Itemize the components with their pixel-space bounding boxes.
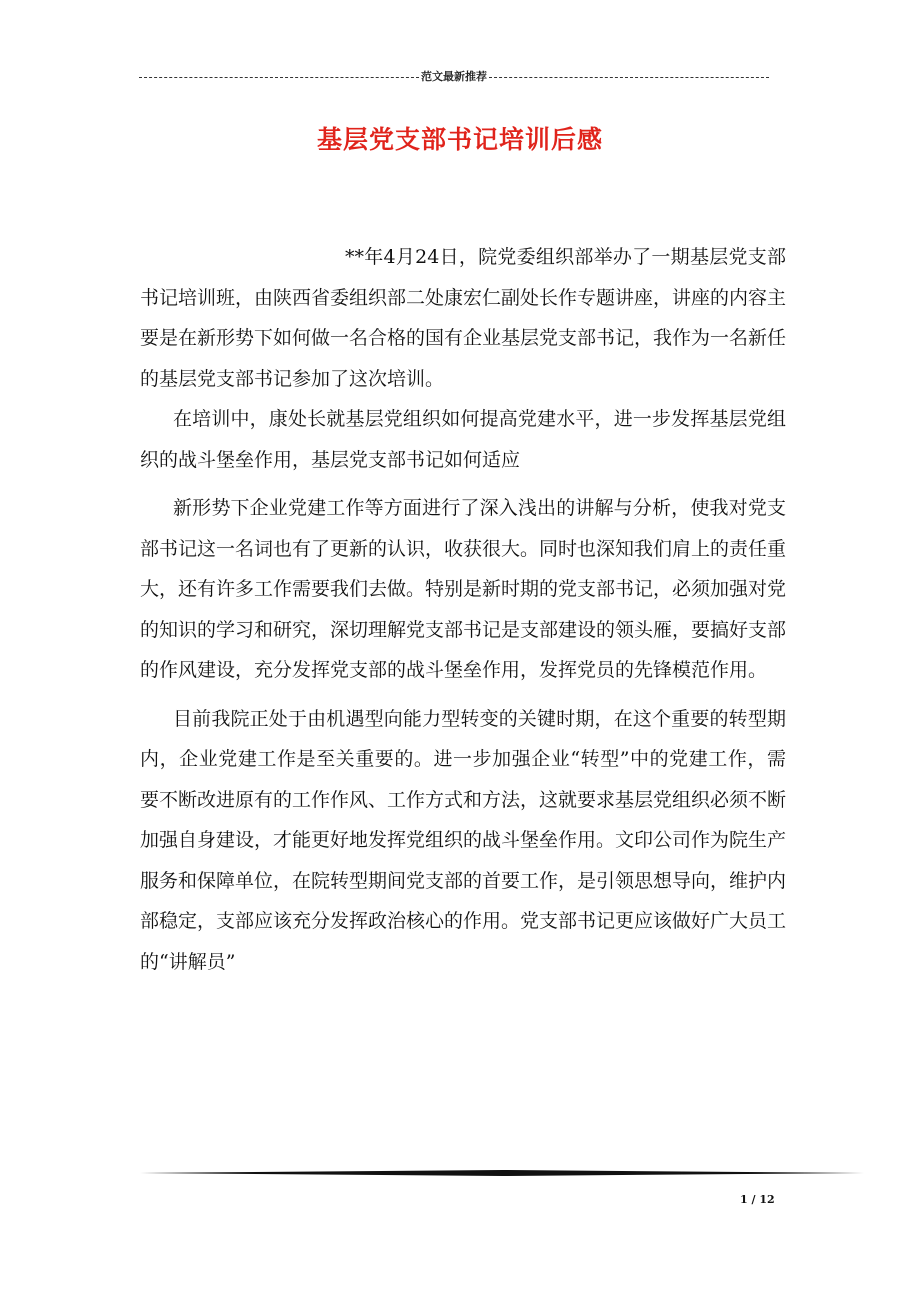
page-number: 1 / 12 — [740, 1193, 775, 1206]
document-title: 基层党支部书记培训后感 — [316, 125, 603, 154]
footer-rule — [140, 1170, 864, 1176]
header-dash-right — [489, 77, 769, 78]
paragraph: 新形势下企业党建工作等方面进行了深入浅出的讲解与分析，使我对党支部书记这一名词也有了更新的认识，收获很大。同时也深知我们肩上的责任重大，还有许多工作需要我们去做。特别是新时期的党支部书记，必须加强对党的知识的学习和研究，深切理解党支部书记是支部建设的领头雁，要搞好支部的作风建设，充分发挥党支部的战斗堡垒作用，发挥党员的先锋模范作用。 — [140, 497, 787, 681]
paragraph: **年4月24日，院党委组织部举办了一期基层党支部书记培训班，由陕西省委组织部二处康宏仁副处长作专题讲座，讲座的内容主要是在新形势下如何做一名合格的国有企业基层党支部书记，我作为一名新任的基层党支部书记参加了这次培训。 — [140, 246, 787, 390]
paragraph: 在培训中，康处长就基层党组织如何提高党建水平，进一步发挥基层党组织的战斗堡垒作用，基层党支部书记如何适应 — [140, 408, 786, 471]
header-label: 范文最新推荐 — [421, 70, 487, 83]
header-rule — [139, 66, 769, 86]
header-dash-left — [139, 77, 419, 78]
paragraph: 目前我院正处于由机遇型向能力型转变的关键时期，在这个重要的转型期内，企业党建工作是至关重要的。进一步加强企业“转型”中的党建工作，需要不断改进原有的工作作风、工作方式和方法，这就要求基层党组织必须不断加强自身建设，才能更好地发挥党组织的战斗堡垒作用。文印公司作为院生产服务和保障单位，在院转型期间党支部的首要工作，是引领思想导向，维护内部稳定，支部应该充分发挥政治核心的作用。党支部书记更应该做好广大员工的“讲解员” — [140, 707, 787, 973]
document-body — [140, 237, 786, 982]
